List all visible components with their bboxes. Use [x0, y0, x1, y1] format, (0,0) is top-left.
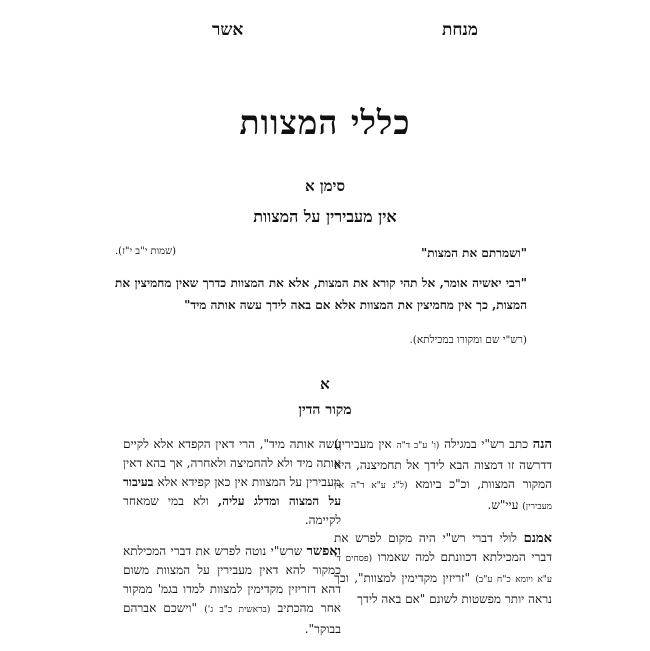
- paragraph-lead-word: הנה: [532, 437, 552, 452]
- paragraph-text: לולי דברי רש"י היה מקום לפרש את דברי המכילתא דכוונתם למה שאמרו: [334, 531, 552, 564]
- paragraph: [123, 542, 341, 639]
- page-title: כללי המצוות: [239, 103, 411, 142]
- paragraph-text: "וישכם אברהם בבוקר".: [123, 601, 341, 636]
- chapter-title: אין מעבירין על המצוות: [253, 207, 397, 226]
- paragraph-text: שרש"י נוטה לפרש את דברי המכילתא כמקור להא דאין מעבירין על המצוות משום דהא דזריזין מקדימין למצוות למדו בגמ' ממקור אחר מהכתיב: [123, 544, 342, 615]
- right-column: [334, 435, 552, 621]
- verse-source: (שמות י"ב י"ז).: [115, 246, 177, 257]
- paragraph-lead-word: ואפשר: [306, 544, 341, 559]
- quote-body: "רבי יאשיה אומר, אל תהי קורא את המצות, אלא את המצוות כדרך שאין מחמיצין את המצות, כך אין מחמיצין את המצוות אלא אם באה לידך עשה אותה מיד": [115, 276, 527, 312]
- citation: (בראשית כ"ב ג'): [204, 605, 271, 615]
- paragraph-text: כתב רש"י במגילה: [444, 437, 529, 451]
- quote-source: (רש"י שם ומקורו במכילתא).: [409, 334, 527, 346]
- paragraph: [334, 435, 552, 517]
- paragraph-text: "זריזין מקדימין למצוות", וכך נראה יותר מפשטות לשונם "אם באה לידך: [334, 571, 552, 606]
- left-column: [123, 435, 341, 651]
- citation: (ו' ע"ב ד"ה: [396, 441, 440, 451]
- paragraph: [334, 529, 552, 609]
- section-title: מקור הדין: [298, 402, 352, 418]
- section-number: א: [320, 375, 330, 393]
- verse-line: [115, 246, 527, 261]
- running-header-right: מנחת: [441, 20, 478, 40]
- paragraph-text: ולא במי שמאחר לקיימה.: [123, 494, 341, 527]
- paragraph-text: עיי"ש.: [487, 498, 519, 512]
- paragraph-text: עשה אותה מיד", הרי דאין הקפדא אלא לקיים אותה מיד ולא להחמיצה ולאחרה, אך בהא דאין מעבירין על המצוות אין כאן קפידא אלא: [123, 437, 341, 489]
- running-header-left: אשר: [212, 20, 244, 40]
- paragraph-lead-word: אמנם: [523, 531, 552, 546]
- paragraph: [123, 435, 341, 530]
- emphasized-text: בעיבור על המצוה ומדלג עליה,: [123, 475, 341, 508]
- chapter-number: סימן א: [304, 177, 346, 195]
- paragraph-text: דדרשה זו דמצוה הבא לידך אל תחמיצנה, היא המקור המצוות, וכ"כ ביומא: [334, 458, 553, 491]
- citation: (פסחים ד' ע"א ויומא כ"ח ע"ב): [334, 554, 552, 585]
- citation: (ל"ג ע"א ד"ה אין מעבירין): [334, 481, 552, 512]
- verse-text: "ושמרתם את המצות": [421, 246, 527, 260]
- paragraph-text: אין מעבירין): [334, 437, 392, 451]
